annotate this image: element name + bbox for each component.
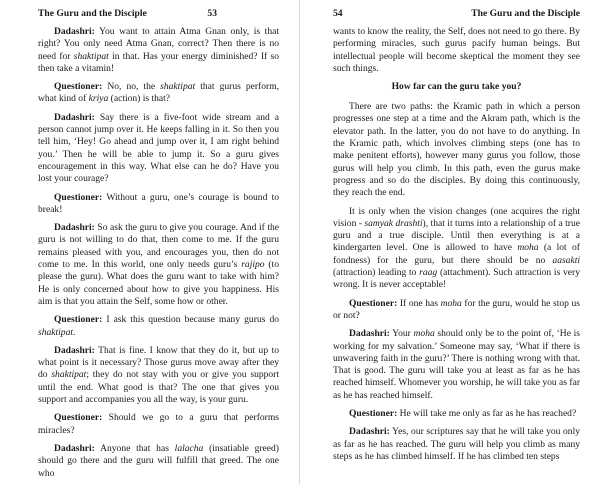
paragraph-text: (attachment). Such attraction is very wrong. It is never acceptable! [333,267,581,291]
paragraph-text: should only be to the point of, ‘He is working for my salvation.’ Someone may say, ‘What if there is unwavering faith in the guru?’ There is nothing wrong with that. That is good. The guru will take you at least as far as he has reached himself. Whomever you worship, he will take you as far as he has reached himself. [333,328,580,401]
speaker-label: Dadashri: [349,328,390,340]
paragraph [333,101,580,199]
italic-term: shaktipat [73,50,109,62]
paragraph [38,345,279,406]
paragraph-text: Without a guru, one’s courage is bound to break! [38,191,279,215]
paragraph-text: I ask this question because many gurus do [106,314,279,326]
paragraph-text: That is fine. I know that they do it, but up to what point is it necessary? Those gurus move away after they do [38,344,280,381]
left-running-title: The Guru and the Disciple [38,8,147,19]
paragraph-text: that gurus perform, what kind of [38,81,280,105]
paragraph-text: (to please the guru). What does the guru want to take with him? He is only concerned about how to give you happiness. His aim is that you attain the Self, some how or other. [38,259,279,307]
paragraph-text: Should we go to a guru that performs miracles? [38,412,279,436]
speaker-label: Dadashri: [54,111,95,123]
paragraph-text: . [73,326,76,338]
italic-term: shaktipat [160,81,196,93]
italic-term: moha [440,297,462,309]
left-page [0,0,299,484]
speaker-label: Questioner: [54,412,103,424]
italic-term: lalacha [174,442,204,454]
paragraph [38,222,279,308]
paragraph-text: You want to attain Atma Gnan only, is that right? You only need Atma Gnan, correct? Then there is no need for [38,26,279,62]
section-heading: How far can the guru take you? [391,81,522,93]
italic-term: rajipo [241,259,265,271]
paragraph-text: (a lot of fondness) for the guru, but there should be no [333,242,580,266]
left-page-number: 53 [207,8,217,19]
paragraph-text: Yes, our scriptures say that he will take you only as far as he has reached. The guru will help you climb as many steps as he has climbed himself. If he has climbed ten steps [333,426,580,462]
right-page [299,0,598,484]
paragraph-text: No, no, the [107,81,161,93]
paragraph [333,426,580,463]
paragraph [38,26,279,75]
paragraph [38,81,279,106]
italic-term: samyak drashti [364,217,423,229]
speaker-label: Questioner: [349,408,398,420]
paragraph [333,298,580,323]
speaker-label: Dadashri: [54,26,95,37]
paragraph-text: Say there is a five-foot wide stream and a person cannot jump over it. He keeps falling in it. So then you tell him, ‘Hey! Go ahead and jump over it, I am right behind you.’ Then he will be able to jump it. So a guru gives encouragement in this way. What else can he do? Have you lost your courage? [38,111,279,185]
paragraph-text: So ask the guru to give you courage. And if the guru is not willing to do that, then come to me. If the guru remains pleased with you, and encourages you, then do not come to me. In this world, one only needs guru’s [38,222,279,271]
speaker-label: Questioner: [54,81,103,93]
paragraph-text: (attraction) leading to [333,267,420,279]
paragraph [38,412,279,437]
paragraph-text: (insatiable greed) should go there and the guru will fulfill that greed. The one who [38,442,279,479]
paragraph-text: There are two paths: the Kramic path in which a person progresses one step at a time and the Akram path, which is the elevator path. In the latter, you do not have to do anything. In the Kramic path, which involves climbing steps (one has to make penitent efforts), however many gurus you follow, those gurus will help you climb. In this path, even the gurus make progress and so do the disciples. By doing this continuously, they reach the end. [333,101,580,199]
paragraph [38,443,279,480]
italic-term: kriya [88,93,109,105]
italic-term: moha [517,242,539,254]
paragraph-text: It is only when the vision changes (one acquires the right vision - [333,205,580,229]
paragraph [333,328,580,402]
right-page-body [333,101,580,463]
paragraph-text: ), that it turns into a relationship of a true guru and a true disciple. Until then everything is at a kindergarten level. One is allowed to have [333,217,580,254]
speaker-label: Dadashri: [349,426,390,438]
paragraph [38,314,279,339]
italic-term: aasakti [552,254,580,266]
paragraph [38,192,279,217]
paragraph-text: (action) is that? [108,93,171,105]
paragraph-text: Anyone that has [100,442,175,454]
paragraph-text: If one has [399,297,441,309]
speaker-label: Questioner: [54,191,103,203]
left-page-body [38,26,279,480]
speaker-label: Questioner: [54,314,103,326]
paragraph [333,408,580,420]
paragraph [38,112,279,186]
italic-term: shaktipat [38,326,74,338]
right-lead-paragraph: wants to know the reality, the Self, does not need to go there. By performing miracles, such gurus pacify human beings. But intellectual people will become skeptical the moment they see such things. [333,26,580,74]
left-running-head [38,8,279,24]
italic-term: shaktipat [51,369,87,381]
right-running-title: The Guru and the Disciple [471,8,580,19]
paragraph-text: for the guru, would he stop us or not? [333,297,581,321]
speaker-label: Dadashri: [54,442,95,454]
paragraph-text: Your [392,328,414,340]
paragraph-text: in that. Has your energy diminished? If so then take a vitamin! [38,50,279,74]
paragraph-text: ; they do not stay with you or give you support until the end. What good is that? The one that gives you support and accompanies you all the way, is your guru. [38,369,279,406]
italic-term: moha [413,328,435,340]
right-running-head [333,8,580,24]
speaker-label: Questioner: [349,297,398,309]
right-page-number: 54 [333,8,343,19]
speaker-label: Dadashri: [54,344,95,356]
paragraph [333,206,580,292]
italic-term: raag [419,267,438,279]
paragraph-text: He will take me only as far as he has reached? [399,408,577,420]
speaker-label: Dadashri: [54,222,95,234]
